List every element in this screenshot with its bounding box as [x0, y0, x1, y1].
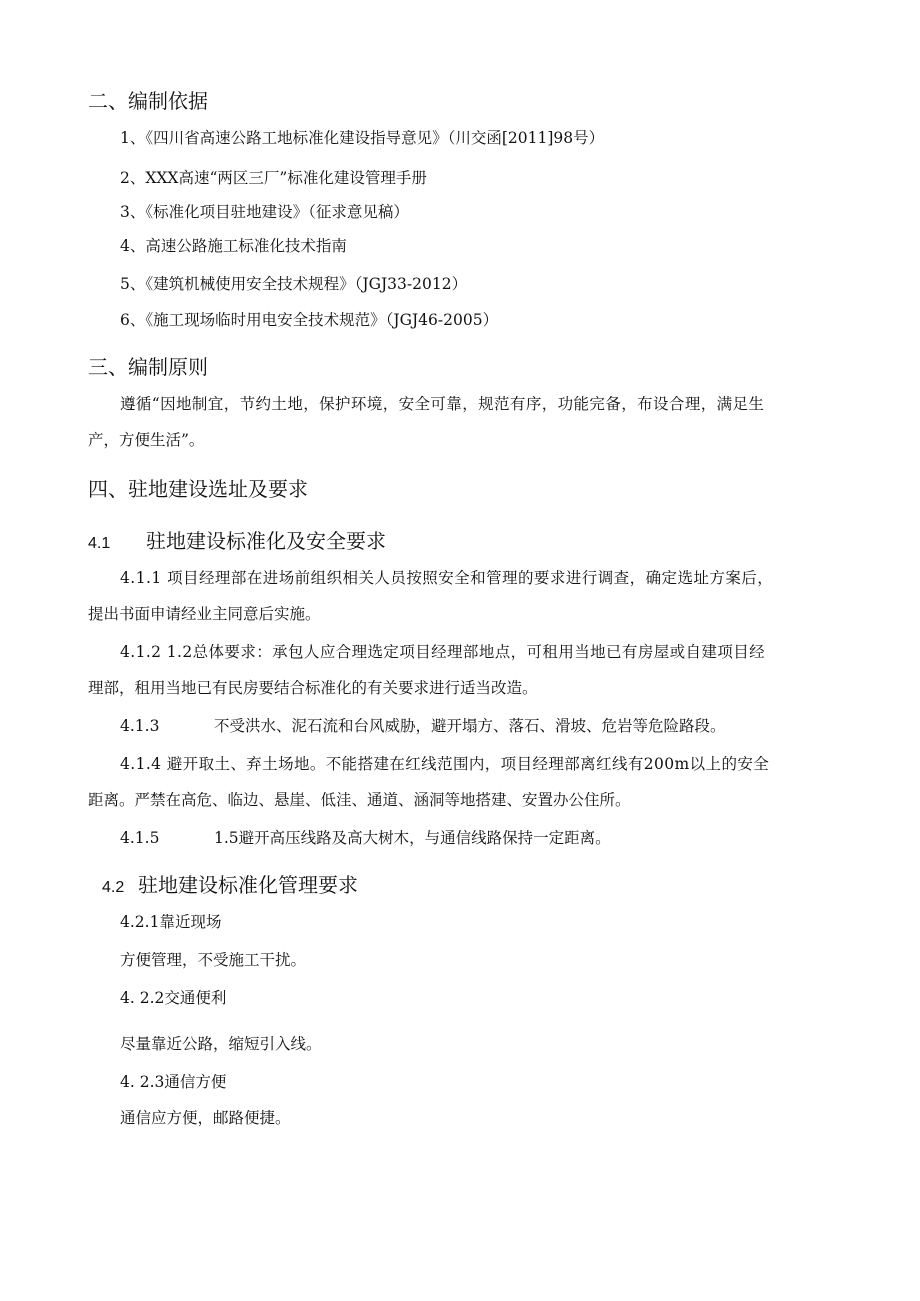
subsection-4-2-title: 驻地建设标准化管理要求 [138, 873, 358, 897]
reference-item-2: 2、XXX高速“两区三厂”标准化建设管理手册 [120, 169, 427, 187]
item-4-2-2-title: 4. 2.2交通便利 [120, 989, 227, 1007]
item-4-2-2-text: 尽量靠近公路，缩短引入线。 [120, 1035, 322, 1053]
para-4-1-2-line2: 理部，租用当地已有民房要结合标准化的有关要求进行适当改造。 [88, 679, 538, 697]
subsection-4-1-title: 驻地建设标准化及安全要求 [146, 529, 386, 553]
item-4-2-3-text: 通信应方便，邮路便捷。 [120, 1109, 291, 1127]
reference-item-3: 3、《标准化项目驻地建设》（征求意见稿） [120, 203, 409, 221]
subsection-4-2-number: 4.2 [102, 879, 125, 896]
para-4-1-4-line2: 距离。严禁在高危、临边、悬崖、低洼、通道、涵洞等地搭建、安置办公住所。 [88, 791, 631, 809]
reference-item-6: 6、《施工现场临时用电安全技术规范》（JGJ46-2005） [120, 311, 499, 329]
principle-paragraph-line1: 遵循“因地制宜，节约土地，保护环境，安全可靠，规范有序，功能完备，布设合理，满足生 [120, 395, 765, 413]
subsection-4-2-heading [102, 872, 358, 901]
para-4-1-3-number: 4.1.3 [120, 717, 160, 735]
section4-heading: 四、驻地建设选址及要求 [88, 477, 308, 501]
reference-item-4: 4、高速公路施工标准化技术指南 [120, 237, 347, 255]
item-4-2-1-text: 方便管理，不受施工干扰。 [120, 951, 307, 969]
para-4-1-4-line1: 4.1.4 避开取土、弃土场地。不能搭建在红线范围内，项目经理部离红线有200m以上的安全 [120, 755, 770, 773]
para-4-1-1-line1: 4.1.1 项目经理部在进场前组织相关人员按照安全和管理的要求进行调查，确定选址方案后， [120, 569, 774, 587]
subsection-4-1-number: 4.1 [88, 535, 111, 552]
para-4-1-3-text: 不受洪水、泥石流和台风威胁，避开塌方、落石、滑坡、危岩等危险路段。 [214, 717, 726, 735]
section2-heading: 二、编制依据 [88, 89, 208, 113]
para-4-1-5-number: 4.1.5 [120, 829, 160, 847]
item-4-2-1-title: 4.2.1靠近现场 [120, 913, 222, 931]
reference-item-5: 5、《建筑机械使用安全技术规程》（JGJ33-2012） [120, 275, 468, 293]
section3-heading: 三、编制原则 [88, 355, 208, 379]
reference-item-1: 1、《四川省高速公路工地标准化建设指导意见》（川交函[2011]98号） [120, 129, 605, 147]
para-4-1-2-line1: 4.1.2 1.2总体要求：承包人应合理选定项目经理部地点，可租用当地已有房屋或自建项目经 [120, 643, 766, 661]
item-4-2-3-title: 4. 2.3通信方便 [120, 1073, 227, 1091]
para-4-1-5-text: 1.5避开高压线路及高大树木，与通信线路保持一定距离。 [214, 829, 611, 847]
para-4-1-1-line2: 提出书面申请经业主同意后实施。 [88, 605, 321, 623]
subsection-4-1-heading [88, 528, 386, 557]
principle-paragraph-line2: 产，方便生活”。 [88, 431, 205, 449]
